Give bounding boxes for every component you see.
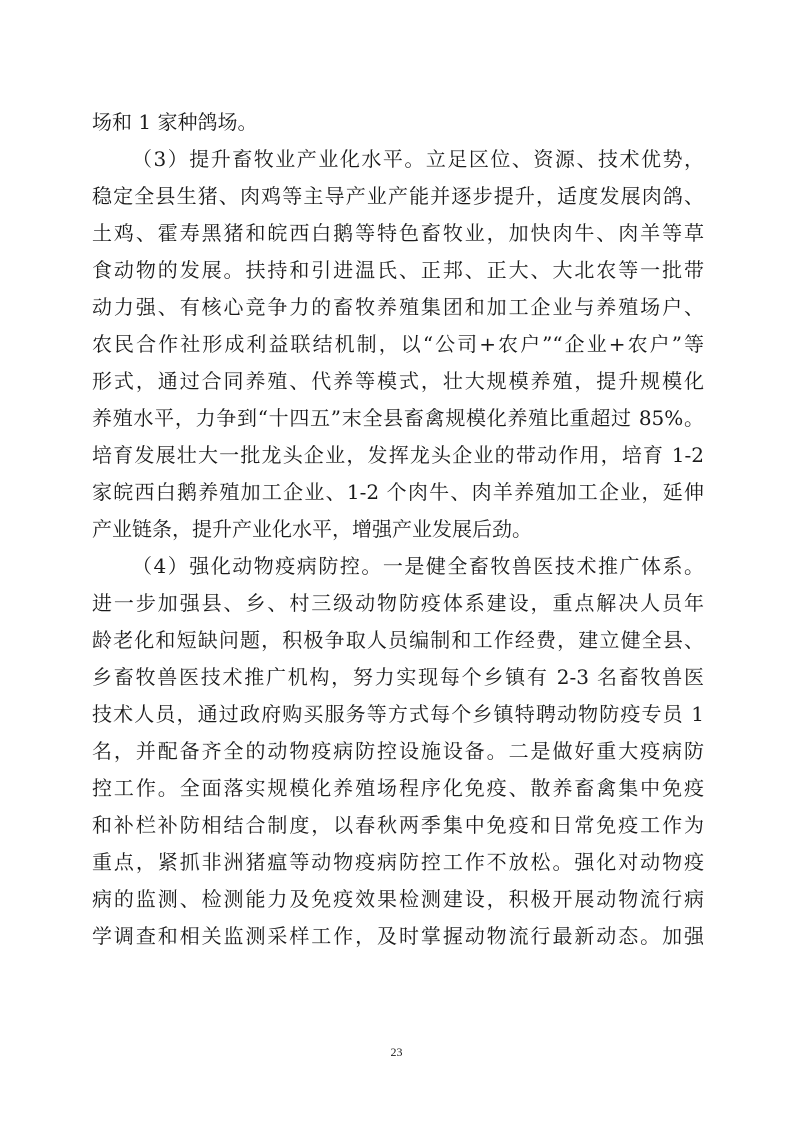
page-number: 23 xyxy=(390,1045,403,1059)
text-line: 和补栏补防相结合制度，以春秋两季集中免疫和日常免疫工作为 xyxy=(92,813,704,837)
text-line: 学调查和相关监测采样工作，及时掌握动物流行最新动态。加强 xyxy=(92,924,704,948)
text-line: 重点，紧抓非洲猪瘟等动物疫病防控工作不放松。强化对动物疫 xyxy=(92,850,704,874)
text-line: 龄老化和短缺问题，积极争取人员编制和工作经费，建立健全县、 xyxy=(92,628,704,652)
text-line: 养殖水平，力争到“十四五”末全县畜禽规模化养殖比重超过 85%。 xyxy=(92,406,704,430)
text-line: 技术人员，通过政府购买服务等方式每个乡镇特聘动物防疫专员 1 xyxy=(92,702,704,726)
text-line: 控工作。全面落实规模化养殖场程序化免疫、散养畜禽集中免疫 xyxy=(92,776,704,800)
text-line: 动力强、有核心竞争力的畜牧养殖集团和加工企业与养殖场户、 xyxy=(92,295,704,319)
text-line: 稳定全县生猪、肉鸡等主导产业产能并逐步提升，适度发展肉鸽、 xyxy=(92,184,704,208)
text-line: 场和 1 家种鸽场。 xyxy=(92,110,258,134)
text-line: 形式，通过合同养殖、代养等模式，壮大规模养殖，提升规模化 xyxy=(92,369,704,393)
text-line: 家皖西白鹅养殖加工企业、1-2 个肉牛、肉羊养殖加工企业，延伸 xyxy=(92,480,704,504)
text-line: 土鸡、霍寿黑猪和皖西白鹅等特色畜牧业，加快肉牛、肉羊等草 xyxy=(92,221,704,245)
text-line: 进一步加强县、乡、村三级动物防疫体系建设，重点解决人员年 xyxy=(92,591,704,615)
text-line: 培育发展壮大一批龙头企业，发挥龙头企业的带动作用，培育 1-2 xyxy=(92,443,704,467)
text-line: 农民合作社形成利益联结机制，以“公司+农户”“企业+农户”等 xyxy=(92,332,704,356)
body-text xyxy=(92,104,704,955)
text-line: 产业链条，提升产业化水平，增强产业发展后劲。 xyxy=(92,517,532,541)
text-line: 名，并配备齐全的动物疫病防控设施设备。二是做好重大疫病防 xyxy=(92,739,704,763)
text-line: 病的监测、检测能力及免疫效果检测建设，积极开展动物流行病 xyxy=(92,887,704,911)
text-line: 乡畜牧兽医技术推广机构，努力实现每个乡镇有 2-3 名畜牧兽医 xyxy=(92,665,704,689)
text-line: 食动物的发展。扶持和引进温氏、正邦、正大、大北农等一批带 xyxy=(92,258,704,282)
text-line: （3）提升畜牧业产业化水平。立足区位、资源、技术优势， xyxy=(132,147,704,171)
text-line: （4）强化动物疫病防控。一是健全畜牧兽医技术推广体系。 xyxy=(132,554,704,578)
